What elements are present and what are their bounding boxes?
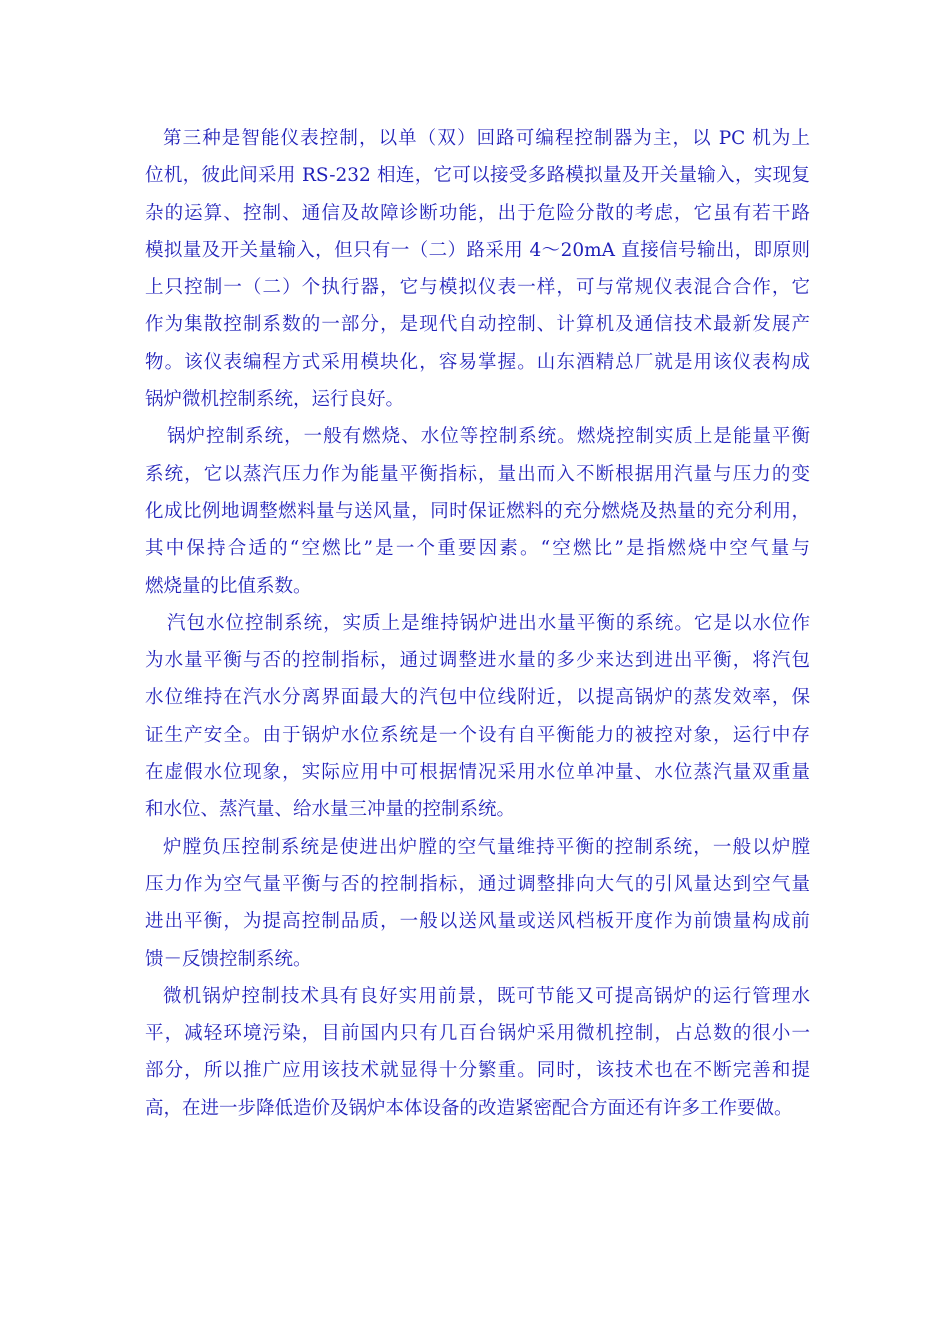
text-line: 为水量平衡与否的控制指标，通过调整进水量的多少来达到进出平衡，将汽包: [145, 650, 810, 672]
text-line: 化成比例地调整燃料量与送风量，同时保证燃料的充分燃烧及热量的充分利用，: [145, 500, 810, 522]
paragraph: [145, 418, 810, 604]
text-line: 燃烧量的比值系数。: [145, 575, 312, 597]
text-line: 汽包水位控制系统，实质上是维持锅炉进出水量平衡的系统。它是以水位作: [167, 612, 810, 634]
text-line: 微机锅炉控制技术具有良好实用前景，既可节能又可提高锅炉的运行管理水: [163, 985, 810, 1007]
text-line: 和水位、蒸汽量、给水量三冲量的控制系统。: [145, 799, 516, 821]
text-line: 杂的运算、控制、通信及故障诊断功能，出于危险分散的考虑，它虽有若干路: [145, 202, 810, 224]
text-line: 炉膛负压控制系统是使进出炉膛的空气量维持平衡的控制系统，一般以炉膛: [163, 836, 810, 858]
text-line: 第三种是智能仪表控制，以单（双）回路可编程控制器为主，以 PC 机为上: [163, 128, 810, 149]
paragraph: [145, 605, 810, 829]
text-line: 压力作为空气量平衡与否的控制指标，通过调整排向大气的引风量达到空气量: [145, 873, 810, 895]
text-line: 锅炉微机控制系统，运行良好。: [145, 389, 405, 411]
text-line: 物。该仪表编程方式采用模块化，容易掌握。山东酒精总厂就是用该仪表构成: [145, 351, 810, 373]
text-line: 部分，所以推广应用该技术就显得十分繁重。同时，该技术也在不断完善和提: [145, 1060, 810, 1082]
text-line: 平，减轻环境污染，目前国内只有几百台锅炉采用微机控制，占总数的很小一: [145, 1023, 810, 1045]
text-line: 高，在进一步降低造价及锅炉本体设备的改造紧密配合方面还有许多工作要做。: [145, 1097, 793, 1119]
text-line: 其中保持合适的“空燃比”是一个重要因素。“空燃比”是指燃烧中空气量与: [145, 538, 810, 560]
text-line: 进出平衡，为提高控制品质，一般以送风量或送风档板开度作为前馈量构成前: [145, 911, 810, 933]
paragraph: [145, 829, 810, 978]
text-line: 水位维持在汽水分离界面最大的汽包中位线附近，以提高锅炉的蒸发效率，保: [145, 687, 810, 709]
text-line: 证生产安全。由于锅炉水位系统是一个设有自平衡能力的被控对象，运行中存: [145, 724, 810, 746]
text-line: 上只控制一（二）个执行器，它与模拟仪表一样，可与常规仪表混合合作，它: [145, 277, 810, 299]
document-body: [145, 120, 810, 1127]
text-line: 在虚假水位现象，实际应用中可根据情况采用水位单冲量、水位蒸汽量双重量: [145, 762, 810, 784]
text-line: 模拟量及开关量输入，但只有一（二）路采用 4～20mA 直接信号输出，即原则: [145, 239, 810, 261]
paragraph: [145, 978, 810, 1127]
text-line: 系统，它以蒸汽压力作为能量平衡指标，量出而入不断根据用汽量与压力的变: [145, 463, 810, 485]
text-line: 馈－反馈控制系统。: [145, 948, 312, 970]
text-line: 锅炉控制系统，一般有燃烧、水位等控制系统。燃烧控制实质上是能量平衡: [167, 426, 810, 448]
text-line: 作为集散控制系数的一部分，是现代自动控制、计算机及通信技术最新发展产: [145, 314, 810, 336]
paragraph: [145, 120, 810, 418]
text-line: 位机，彼此间采用 RS-232 相连，它可以接受多路模拟量及开关量输入，实现复: [145, 165, 810, 187]
